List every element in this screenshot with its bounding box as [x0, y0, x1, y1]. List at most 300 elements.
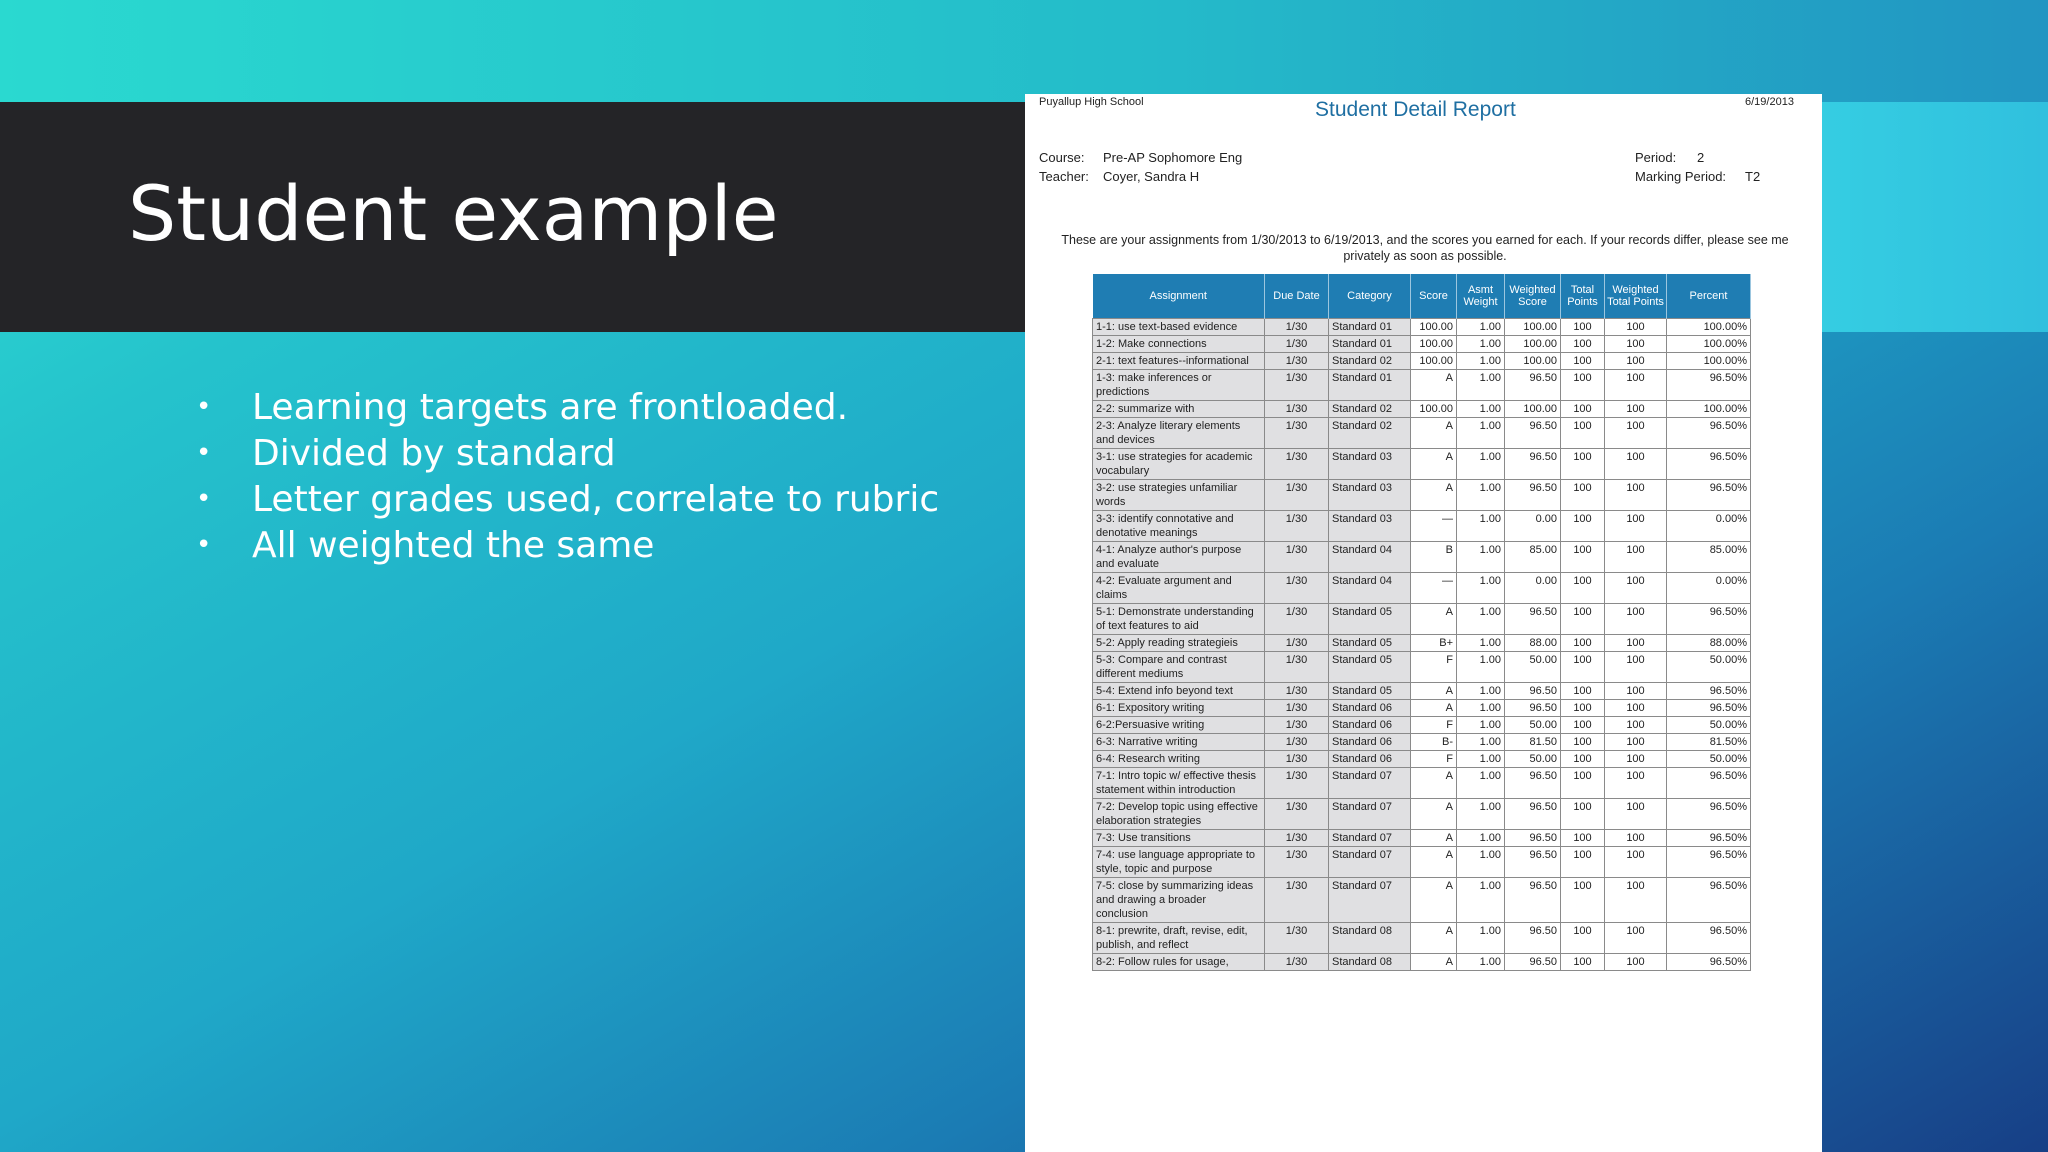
slide-title: Student example	[128, 169, 779, 258]
table-cell: B+	[1411, 635, 1457, 652]
table-cell: 7-5: close by summarizing ideas and drawing a broader conclusion	[1093, 878, 1265, 923]
table-cell: 1.00	[1457, 717, 1505, 734]
table-row	[1093, 480, 1751, 511]
table-row	[1093, 353, 1751, 370]
marking-period-value: T2	[1745, 169, 1761, 184]
table-cell: Standard 06	[1329, 751, 1411, 768]
table-cell: 100	[1605, 799, 1667, 830]
table-cell: A	[1411, 954, 1457, 971]
table-cell: 1/30	[1265, 449, 1329, 480]
table-cell: 100.00%	[1667, 401, 1751, 418]
table-cell: 100	[1561, 401, 1605, 418]
table-cell: 100	[1561, 923, 1605, 954]
table-cell: 96.50	[1505, 878, 1561, 923]
table-cell: Standard 01	[1329, 336, 1411, 353]
table-cell: 100	[1605, 480, 1667, 511]
table-cell: 1/30	[1265, 573, 1329, 604]
table-cell: 1.00	[1457, 511, 1505, 542]
period-value: 2	[1697, 150, 1705, 165]
table-cell: 100	[1561, 830, 1605, 847]
table-cell: B-	[1411, 734, 1457, 751]
table-cell: 2-1: text features--informational	[1093, 353, 1265, 370]
table-cell: 100.00	[1411, 401, 1457, 418]
column-header: Weighted Score	[1505, 274, 1561, 319]
column-header: Percent	[1667, 274, 1751, 319]
report-document-image	[1025, 94, 1822, 1152]
table-cell: 96.50%	[1667, 683, 1751, 700]
table-cell: 1.00	[1457, 923, 1505, 954]
table-row	[1093, 878, 1751, 923]
table-cell: 1.00	[1457, 573, 1505, 604]
table-cell: 96.50%	[1667, 847, 1751, 878]
table-cell: 100	[1605, 635, 1667, 652]
bullet-text: All weighted the same	[252, 524, 655, 566]
table-cell: 100	[1561, 700, 1605, 717]
table-cell: A	[1411, 480, 1457, 511]
table-cell: A	[1411, 923, 1457, 954]
table-cell: 100	[1561, 418, 1605, 449]
course-label: Course:	[1039, 150, 1085, 165]
table-cell: 100	[1561, 799, 1605, 830]
right-accent-band	[1822, 102, 2048, 332]
table-cell: 100	[1561, 604, 1605, 635]
table-cell: Standard 05	[1329, 683, 1411, 700]
table-cell: 1/30	[1265, 954, 1329, 971]
report-date: 6/19/2013	[1745, 96, 1794, 108]
table-cell: 7-1: Intro topic w/ effective thesis statement within introduction	[1093, 768, 1265, 799]
table-cell: A	[1411, 683, 1457, 700]
table-cell: 1.00	[1457, 353, 1505, 370]
table-row	[1093, 700, 1751, 717]
table-cell: 100	[1561, 336, 1605, 353]
table-cell: Standard 05	[1329, 604, 1411, 635]
column-header: Total Points	[1561, 274, 1605, 319]
table-cell: 1/30	[1265, 734, 1329, 751]
table-cell: 1.00	[1457, 449, 1505, 480]
table-cell: 100	[1605, 830, 1667, 847]
table-cell: 1/30	[1265, 830, 1329, 847]
table-cell: 96.50	[1505, 700, 1561, 717]
column-header: Score	[1411, 274, 1457, 319]
table-cell: Standard 07	[1329, 847, 1411, 878]
table-cell: 100	[1561, 353, 1605, 370]
table-cell: 100.00	[1411, 353, 1457, 370]
table-cell: A	[1411, 830, 1457, 847]
table-cell: 96.50%	[1667, 954, 1751, 971]
table-cell: 7-4: use language appropriate to style, topic and purpose	[1093, 847, 1265, 878]
table-cell: 100	[1605, 573, 1667, 604]
table-cell: 1/30	[1265, 717, 1329, 734]
table-cell: 85.00	[1505, 542, 1561, 573]
table-cell: A	[1411, 847, 1457, 878]
table-cell: 96.50%	[1667, 604, 1751, 635]
table-row	[1093, 319, 1751, 336]
table-row	[1093, 635, 1751, 652]
table-cell: Standard 06	[1329, 717, 1411, 734]
table-cell: A	[1411, 878, 1457, 923]
table-cell: 1.00	[1457, 652, 1505, 683]
table-cell: 1.00	[1457, 768, 1505, 799]
table-cell: 1.00	[1457, 635, 1505, 652]
table-cell: 100	[1605, 768, 1667, 799]
table-cell: A	[1411, 604, 1457, 635]
table-cell: F	[1411, 717, 1457, 734]
table-cell: 96.50%	[1667, 878, 1751, 923]
table-cell: 100	[1561, 573, 1605, 604]
table-cell: 100	[1561, 847, 1605, 878]
table-cell: 0.00%	[1667, 511, 1751, 542]
table-cell: 100	[1605, 319, 1667, 336]
table-cell: 100	[1605, 336, 1667, 353]
table-cell: 50.00%	[1667, 751, 1751, 768]
bullet-item	[196, 476, 939, 522]
table-cell: Standard 01	[1329, 319, 1411, 336]
table-cell: Standard 04	[1329, 573, 1411, 604]
table-cell: B	[1411, 542, 1457, 573]
table-cell: A	[1411, 799, 1457, 830]
table-cell: 100	[1561, 878, 1605, 923]
table-cell: 100	[1605, 542, 1667, 573]
table-row	[1093, 717, 1751, 734]
bullet-marker: •	[196, 484, 212, 514]
table-cell: 50.00%	[1667, 717, 1751, 734]
table-cell: 0.00	[1505, 573, 1561, 604]
table-cell: 100	[1605, 370, 1667, 401]
table-cell: —	[1411, 511, 1457, 542]
table-cell: 96.50	[1505, 683, 1561, 700]
report-course-info	[1039, 148, 1242, 186]
table-cell: A	[1411, 370, 1457, 401]
table-cell: 100	[1605, 751, 1667, 768]
table-cell: 1-2: Make connections	[1093, 336, 1265, 353]
table-row	[1093, 401, 1751, 418]
table-row	[1093, 954, 1751, 971]
table-row	[1093, 799, 1751, 830]
table-cell: Standard 02	[1329, 353, 1411, 370]
table-cell: 100.00	[1411, 336, 1457, 353]
table-cell: 5-3: Compare and contrast different mediums	[1093, 652, 1265, 683]
table-cell: 100	[1605, 734, 1667, 751]
table-cell: Standard 08	[1329, 954, 1411, 971]
table-row	[1093, 449, 1751, 480]
table-cell: 96.50	[1505, 449, 1561, 480]
table-cell: 85.00%	[1667, 542, 1751, 573]
table-cell: 50.00%	[1667, 652, 1751, 683]
table-cell: 96.50	[1505, 954, 1561, 971]
table-cell: Standard 01	[1329, 370, 1411, 401]
table-cell: 100	[1605, 449, 1667, 480]
table-cell: Standard 02	[1329, 418, 1411, 449]
table-cell: 100	[1605, 683, 1667, 700]
table-cell: 96.50%	[1667, 799, 1751, 830]
table-row	[1093, 923, 1751, 954]
table-cell: 1/30	[1265, 418, 1329, 449]
table-cell: 6-3: Narrative writing	[1093, 734, 1265, 751]
table-cell: 1.00	[1457, 878, 1505, 923]
table-cell: 5-4: Extend info beyond text	[1093, 683, 1265, 700]
column-header: Asmt Weight	[1457, 274, 1505, 319]
table-cell: 100	[1561, 319, 1605, 336]
table-cell: 100.00%	[1667, 319, 1751, 336]
table-cell: 1/30	[1265, 353, 1329, 370]
table-cell: Standard 04	[1329, 542, 1411, 573]
table-cell: Standard 07	[1329, 799, 1411, 830]
table-cell: 7-2: Develop topic using effective elaboration strategies	[1093, 799, 1265, 830]
table-cell: 1/30	[1265, 370, 1329, 401]
table-cell: 96.50	[1505, 604, 1561, 635]
table-cell: 4-2: Evaluate argument and claims	[1093, 573, 1265, 604]
table-cell: 1.00	[1457, 401, 1505, 418]
table-cell: 2-2: summarize with	[1093, 401, 1265, 418]
table-cell: 6-2:Persuasive writing	[1093, 717, 1265, 734]
table-cell: 96.50%	[1667, 768, 1751, 799]
bullet-item	[196, 522, 939, 568]
table-row	[1093, 336, 1751, 353]
table-cell: Standard 07	[1329, 878, 1411, 923]
table-cell: Standard 06	[1329, 700, 1411, 717]
table-cell: 96.50	[1505, 768, 1561, 799]
table-cell: F	[1411, 652, 1457, 683]
table-cell: 1.00	[1457, 954, 1505, 971]
table-header-row	[1093, 274, 1751, 319]
table-cell: 5-2: Apply reading strategieis	[1093, 635, 1265, 652]
table-cell: 1/30	[1265, 635, 1329, 652]
table-cell: 1-3: make inferences or predictions	[1093, 370, 1265, 401]
table-cell: Standard 03	[1329, 511, 1411, 542]
report-period-info	[1635, 148, 1760, 186]
table-cell: 96.50	[1505, 370, 1561, 401]
table-cell: A	[1411, 449, 1457, 480]
table-cell: 1.00	[1457, 336, 1505, 353]
report-intro-text: These are your assignments from 1/30/2013 to 6/19/2013, and the scores you earned for each. If your records differ, please see me privately as soon as possible.	[1061, 233, 1789, 263]
table-cell: A	[1411, 700, 1457, 717]
table-cell: Standard 05	[1329, 652, 1411, 683]
table-cell: 96.50	[1505, 847, 1561, 878]
table-cell: 100.00	[1505, 336, 1561, 353]
table-row	[1093, 511, 1751, 542]
table-cell: 1/30	[1265, 751, 1329, 768]
table-cell: 1/30	[1265, 480, 1329, 511]
table-cell: 96.50%	[1667, 923, 1751, 954]
table-cell: —	[1411, 573, 1457, 604]
table-cell: 96.50%	[1667, 449, 1751, 480]
table-cell: 81.50	[1505, 734, 1561, 751]
table-cell: Standard 06	[1329, 734, 1411, 751]
table-cell: 100.00	[1505, 353, 1561, 370]
table-cell: 50.00	[1505, 717, 1561, 734]
table-cell: 3-3: identify connotative and denotative meanings	[1093, 511, 1265, 542]
table-cell: 100	[1561, 449, 1605, 480]
table-row	[1093, 847, 1751, 878]
table-cell: 100	[1605, 401, 1667, 418]
table-cell: 1/30	[1265, 878, 1329, 923]
table-row	[1093, 734, 1751, 751]
table-cell: 4-1: Analyze author's purpose and evaluate	[1093, 542, 1265, 573]
table-cell: Standard 07	[1329, 830, 1411, 847]
table-cell: Standard 03	[1329, 449, 1411, 480]
bullet-marker: •	[196, 530, 212, 560]
table-cell: 0.00	[1505, 511, 1561, 542]
table-cell: Standard 08	[1329, 923, 1411, 954]
bullet-marker: •	[196, 392, 212, 422]
table-cell: A	[1411, 418, 1457, 449]
bullet-text: Divided by standard	[252, 432, 616, 474]
table-cell: 96.50%	[1667, 418, 1751, 449]
table-row	[1093, 418, 1751, 449]
table-cell: 100.00%	[1667, 336, 1751, 353]
marking-period-label: Marking Period:	[1635, 169, 1727, 184]
assignments-table	[1092, 274, 1751, 971]
table-cell: 100	[1561, 717, 1605, 734]
table-row	[1093, 768, 1751, 799]
table-cell: 1/30	[1265, 768, 1329, 799]
table-cell: 6-1: Expository writing	[1093, 700, 1265, 717]
table-cell: 1/30	[1265, 700, 1329, 717]
table-cell: 1/30	[1265, 923, 1329, 954]
table-cell: 100	[1605, 954, 1667, 971]
table-cell: 100	[1605, 700, 1667, 717]
table-cell: 100	[1605, 418, 1667, 449]
table-cell: F	[1411, 751, 1457, 768]
table-row	[1093, 830, 1751, 847]
table-row	[1093, 683, 1751, 700]
table-cell: A	[1411, 768, 1457, 799]
table-row	[1093, 751, 1751, 768]
table-cell: 6-4: Research writing	[1093, 751, 1265, 768]
bullet-text: Letter grades used, correlate to rubric	[252, 478, 940, 520]
teacher-value: Coyer, Sandra H	[1103, 169, 1200, 184]
table-cell: 100	[1605, 717, 1667, 734]
column-header: Due Date	[1265, 274, 1329, 319]
table-cell: 5-1: Demonstrate understanding of text features to aid	[1093, 604, 1265, 635]
table-cell: 96.50	[1505, 480, 1561, 511]
bullet-list	[196, 384, 939, 568]
table-cell: 1.00	[1457, 480, 1505, 511]
table-cell: 96.50	[1505, 418, 1561, 449]
table-cell: 1.00	[1457, 604, 1505, 635]
table-cell: 1.00	[1457, 830, 1505, 847]
table-cell: 100	[1561, 511, 1605, 542]
table-row	[1093, 542, 1751, 573]
table-cell: 100	[1561, 734, 1605, 751]
table-cell: 1.00	[1457, 799, 1505, 830]
table-cell: 100	[1605, 847, 1667, 878]
table-row	[1093, 370, 1751, 401]
table-cell: 1.00	[1457, 683, 1505, 700]
top-accent-band	[0, 0, 2048, 102]
column-header: Assignment	[1093, 274, 1265, 319]
table-cell: 1.00	[1457, 847, 1505, 878]
table-cell: Standard 02	[1329, 401, 1411, 418]
table-cell: 96.50	[1505, 830, 1561, 847]
table-cell: 1.00	[1457, 751, 1505, 768]
table-cell: 100	[1561, 768, 1605, 799]
table-cell: 1/30	[1265, 683, 1329, 700]
table-cell: 100	[1561, 542, 1605, 573]
column-header: Category	[1329, 274, 1411, 319]
table-cell: 96.50%	[1667, 370, 1751, 401]
table-cell: 81.50%	[1667, 734, 1751, 751]
table-cell: 1.00	[1457, 734, 1505, 751]
table-cell: 100.00	[1411, 319, 1457, 336]
table-cell: 100	[1561, 635, 1605, 652]
table-cell: 3-2: use strategies unfamiliar words	[1093, 480, 1265, 511]
table-cell: Standard 03	[1329, 480, 1411, 511]
table-body	[1093, 319, 1751, 971]
table-cell: 96.50	[1505, 923, 1561, 954]
table-cell: 1/30	[1265, 847, 1329, 878]
table-cell: Standard 05	[1329, 635, 1411, 652]
table-cell: 88.00%	[1667, 635, 1751, 652]
table-cell: 96.50%	[1667, 830, 1751, 847]
table-cell: 1/30	[1265, 319, 1329, 336]
table-cell: 100	[1561, 480, 1605, 511]
table-cell: 100	[1605, 923, 1667, 954]
table-cell: 1.00	[1457, 418, 1505, 449]
table-cell: 1/30	[1265, 401, 1329, 418]
column-header: Weighted Total Points	[1605, 274, 1667, 319]
table-cell: 100	[1605, 511, 1667, 542]
table-cell: 1.00	[1457, 700, 1505, 717]
table-cell: 100.00	[1505, 401, 1561, 418]
table-cell: 100	[1605, 878, 1667, 923]
table-cell: 1/30	[1265, 799, 1329, 830]
table-cell: 96.50%	[1667, 480, 1751, 511]
report-school: Puyallup High School	[1039, 96, 1144, 108]
table-cell: 0.00%	[1667, 573, 1751, 604]
table-cell: 50.00	[1505, 751, 1561, 768]
table-cell: 1.00	[1457, 370, 1505, 401]
table-cell: 1.00	[1457, 542, 1505, 573]
table-cell: 1/30	[1265, 652, 1329, 683]
bullet-marker: •	[196, 438, 212, 468]
bullet-item	[196, 384, 939, 430]
course-value: Pre-AP Sophomore Eng	[1103, 150, 1243, 165]
table-cell: 100	[1605, 652, 1667, 683]
table-row	[1093, 573, 1751, 604]
table-cell: 100	[1605, 604, 1667, 635]
table-cell: 100	[1561, 751, 1605, 768]
bullet-text: Learning targets are frontloaded.	[252, 386, 849, 428]
table-row	[1093, 604, 1751, 635]
table-cell: 96.50%	[1667, 700, 1751, 717]
period-label: Period:	[1635, 150, 1677, 165]
bullet-item	[196, 430, 939, 476]
table-cell: 8-2: Follow rules for usage,	[1093, 954, 1265, 971]
table-cell: 100.00	[1505, 319, 1561, 336]
table-cell: 2-3: Analyze literary elements and devices	[1093, 418, 1265, 449]
table-cell: 1/30	[1265, 336, 1329, 353]
table-cell: 100	[1605, 353, 1667, 370]
table-cell: 96.50	[1505, 799, 1561, 830]
table-cell: 1/30	[1265, 604, 1329, 635]
table-cell: 8-1: prewrite, draft, revise, edit, publish, and reflect	[1093, 923, 1265, 954]
table-cell: 100.00%	[1667, 353, 1751, 370]
table-cell: 100	[1561, 954, 1605, 971]
table-cell: 50.00	[1505, 652, 1561, 683]
table-cell: 1/30	[1265, 542, 1329, 573]
table-cell: 1.00	[1457, 319, 1505, 336]
report-title: Student Detail Report	[1315, 98, 1516, 121]
table-cell: 7-3: Use transitions	[1093, 830, 1265, 847]
table-cell: 3-1: use strategies for academic vocabulary	[1093, 449, 1265, 480]
table-cell: 1-1: use text-based evidence	[1093, 319, 1265, 336]
table-cell: 100	[1561, 370, 1605, 401]
table-cell: 100	[1561, 683, 1605, 700]
table-cell: Standard 07	[1329, 768, 1411, 799]
table-row	[1093, 652, 1751, 683]
teacher-label: Teacher:	[1039, 169, 1089, 184]
